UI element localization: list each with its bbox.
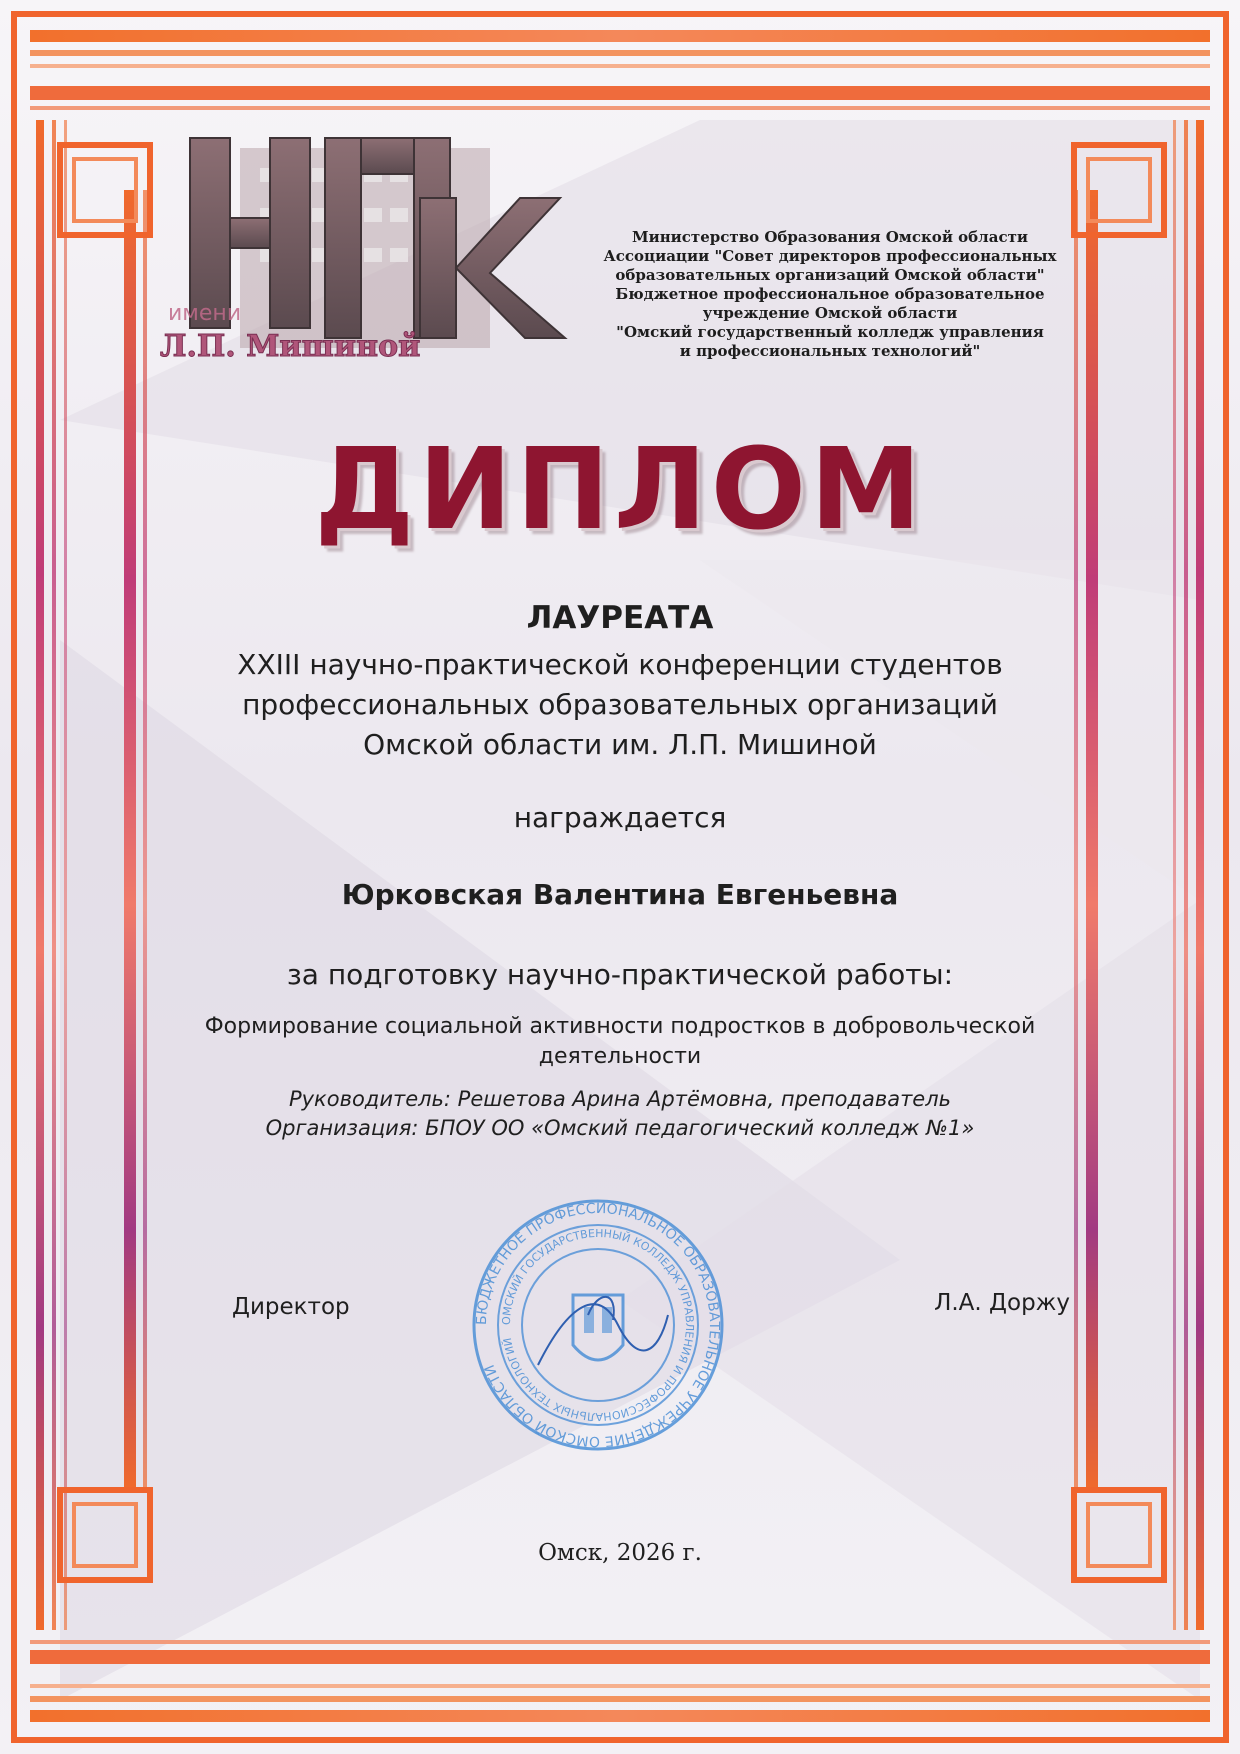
org-line: Ассоциации "Совет директоров профессиональных	[603, 247, 1057, 265]
laureate-label: ЛАУРЕАТА	[526, 600, 714, 636]
city-year: Омск, 2026 г.	[538, 1540, 702, 1566]
director-name: Л.А. Доржу	[934, 1290, 1070, 1316]
svg-text:ОМСКИЙ ГОСУДАРСТВЕННЫЙ КОЛЛЕДЖ: ОМСКИЙ ГОСУДАРСТВЕННЫЙ КОЛЛЕДЖ УПРАВЛЕНИЯ И ПРОФЕССИОНАЛЬНЫХ ТЕХНОЛОГИЙ	[499, 1226, 697, 1424]
org-line: "Омский государственный колледж управления	[616, 323, 1044, 341]
conference-line: профессиональных образовательных организаций	[242, 688, 998, 721]
official-stamp	[468, 1195, 728, 1455]
conference-description	[0, 645, 1240, 765]
conference-line: Омской области им. Л.П. Мишиной	[363, 728, 877, 761]
svg-text:Л.П. Мишиной: Л.П. Мишиной	[160, 329, 421, 364]
work-title-line: Формирование социальной активности подростков в добровольческой	[204, 1014, 1036, 1039]
recipient-name: Юрковская Валентина Евгеньевна	[341, 878, 899, 911]
org-line: и профессиональных технологий"	[679, 342, 981, 360]
svg-text:имени: имени	[168, 301, 242, 326]
awarded-label: награждается	[513, 801, 727, 834]
organization-line: Организация: БПОУ ОО «Омский педагогический колледж №1»	[265, 1116, 975, 1140]
org-line: учреждение Омской области	[702, 304, 958, 322]
supervisor-line: Руководитель: Решетова Арина Артёмовна, преподаватель	[288, 1087, 952, 1111]
conference-line: XXIII научно-практической конференции студентов	[237, 648, 1003, 681]
supervisor-info	[0, 1085, 1240, 1143]
issuer-organization	[600, 228, 1060, 361]
diploma-title: ДИПЛОМ	[314, 425, 926, 555]
college-logo	[160, 128, 570, 378]
director-label: Директор	[232, 1294, 350, 1320]
org-line: Бюджетное профессиональное образовательное	[615, 285, 1045, 303]
work-title-line: деятельности	[538, 1044, 702, 1069]
work-title	[200, 1012, 1040, 1072]
svg-text:БЮДЖЕТНОЕ ПРОФЕССИОНАЛЬНОЕ ОБР: БЮДЖЕТНОЕ ПРОФЕССИОНАЛЬНОЕ ОБРАЗОВАТЕЛЬНОЕ УЧРЕЖДЕНИЕ ОМСКОЙ ОБЛАСТИ	[473, 1200, 723, 1450]
org-line: Министерство Образования Омской области	[631, 228, 1029, 246]
org-line: образовательных организаций Омской области"	[615, 266, 1045, 284]
for-work-label: за подготовку научно-практической работы:	[286, 958, 954, 991]
